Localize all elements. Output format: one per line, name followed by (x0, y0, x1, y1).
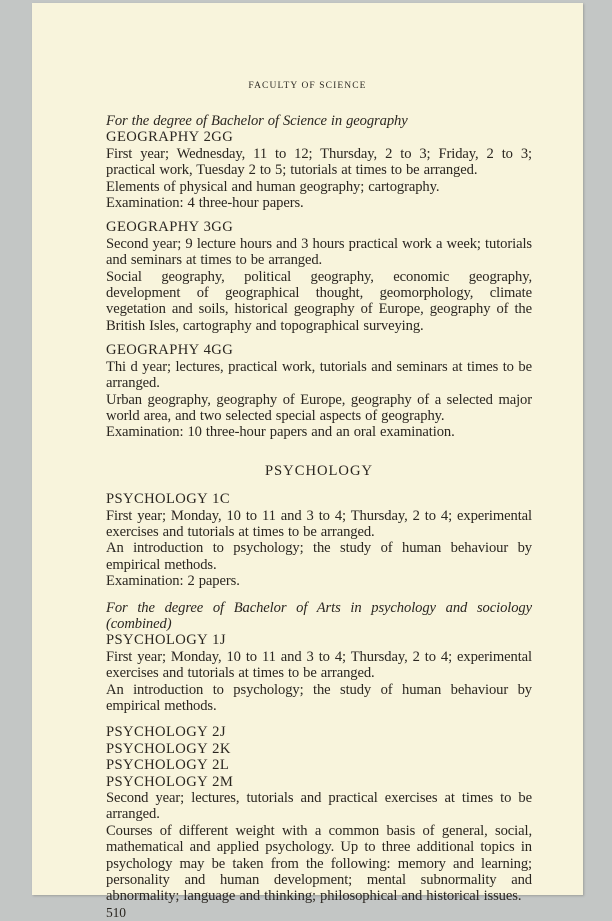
course-content: An introduction to psychology; the study of human behaviour by empirical methods. (106, 681, 532, 714)
geography-degree-heading: For the degree of Bachelor of Science in geography (106, 113, 408, 129)
course-schedule: First year; Monday, 10 to 11 and 3 to 4; Thursday, 2 to 4; experimental exercises and tutorials at times to be arranged. (106, 507, 532, 540)
course-geography-4gg (106, 342, 532, 440)
course-code: GEOGRAPHY 4GG (106, 342, 234, 359)
page-number: 510 (106, 904, 126, 920)
course-psychology-second-year (106, 724, 532, 904)
course-content: An introduction to psychology; the study of human behaviour by empirical methods. (106, 540, 532, 573)
psychology-degree-heading: For the degree of Bachelor of Arts in psychology and sociology (combined) (106, 599, 532, 632)
course-code: PSYCHOLOGY 1J (106, 632, 226, 649)
course-content: Courses of different weight with a common basis of general, social, mathematical and applied psychology. Up to three additional topics in psychology may be taken from the following: memory and learning; personality and human development; mental subnormality and abnormality; language and thinking; philosophical and historical issues. (106, 822, 532, 905)
course-schedule: First year; Wednesday, 11 to 12; Thursday, 2 to 3; Friday, 2 to 3; practical work, Tuesday 2 to 5; tutorials at times to be arranged. (106, 145, 532, 179)
course-code: PSYCHOLOGY 2K (106, 740, 231, 757)
course-code: PSYCHOLOGY 2J (106, 724, 226, 741)
course-examination: Examination: 10 three-hour papers and an oral examination. (106, 424, 455, 441)
course-examination: Examination: 2 papers. (106, 573, 240, 590)
course-geography-3gg (106, 219, 532, 334)
course-code: PSYCHOLOGY 2L (106, 757, 230, 774)
psychology-section (106, 491, 532, 905)
course-schedule: First year; Monday, 10 to 11 and 3 to 4; Thursday, 2 to 4; experimental exercises and tutorials at times to be arranged. (106, 648, 532, 682)
course-examination: Examination: 4 three-hour papers. (106, 195, 304, 212)
running-head: FACULTY OF SCIENCE (248, 81, 367, 91)
course-content: Urban geography, geography of Europe, geography of a selected major world area, and two selected special aspects of geography. (106, 391, 532, 424)
course-content: Social geography, political geography, economic geography, development of geographical thought, geomorphology, climate vegetation and soils, historical geography of Europe, geography of the British Isles, cartography and topographical surveying. (106, 268, 532, 334)
course-psychology-1c (106, 491, 532, 589)
course-schedule: Second year; 9 lecture hours and 3 hours practical work a week; tutorials and seminars at times to be arranged. (106, 235, 532, 269)
course-code: GEOGRAPHY 2GG (106, 129, 234, 146)
course-code: PSYCHOLOGY 1C (106, 491, 230, 508)
course-schedule: Second year; lectures, tutorials and practical exercises at times to be arranged. (106, 790, 532, 823)
document-page (32, 3, 583, 920)
section-title-psychology: PSYCHOLOGY (264, 462, 374, 479)
course-geography-2gg (106, 129, 532, 211)
course-schedule: Thi d year; lectures, practical work, tutorials and seminars at times to be arranged. (106, 358, 532, 392)
course-psychology-1j (106, 632, 532, 714)
course-code: GEOGRAPHY 3GG (106, 219, 234, 236)
course-content: Elements of physical and human geography; cartography. (106, 178, 440, 195)
course-code: PSYCHOLOGY 2M (106, 773, 234, 790)
geography-section (106, 113, 532, 441)
text-column (106, 113, 532, 921)
